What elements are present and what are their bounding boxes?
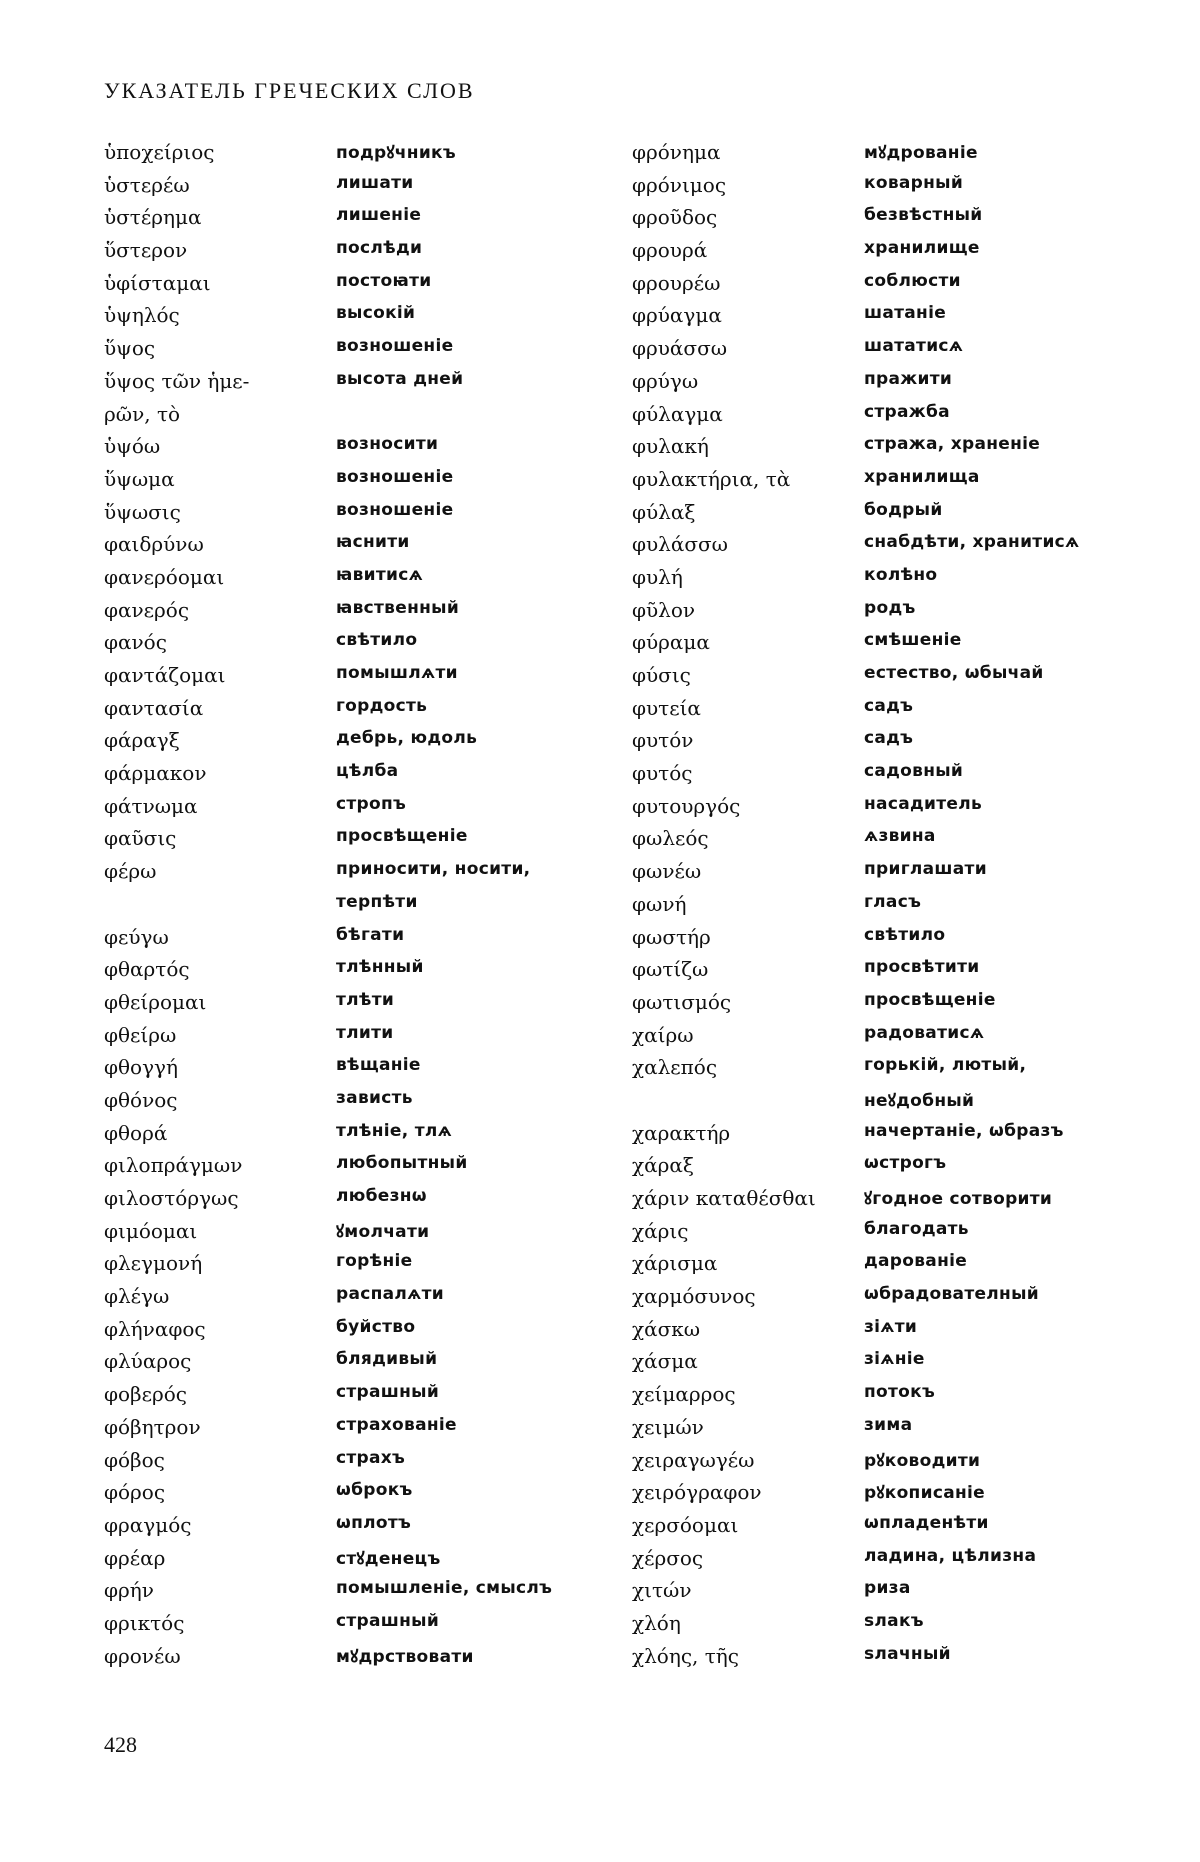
greek-word: ὕψωσις (104, 499, 181, 524)
slavonic-translation: зіѧніе (864, 1349, 925, 1370)
slavonic-translation: бодрый (864, 499, 943, 520)
slavonic-translation: гласъ (864, 891, 922, 912)
slavonic-translation: возношеніе (336, 466, 454, 487)
slavonic-translation: зависть (336, 1087, 413, 1108)
slavonic-translation: ѡстрогъ (864, 1153, 947, 1174)
greek-word: φρυάσσω (632, 336, 728, 361)
slavonic-translation: дебрь, юдоль (336, 728, 478, 749)
greek-word: φωνέω (632, 859, 702, 884)
glossary-entry (632, 826, 1080, 859)
glossary-entry (104, 957, 552, 990)
greek-word: φυτός (632, 761, 693, 786)
glossary-entry (104, 663, 552, 696)
glossary-entry (104, 1349, 552, 1382)
greek-word: φύσις (632, 663, 691, 687)
glossary-entry (632, 663, 1080, 696)
glossary-entry (104, 434, 552, 467)
slavonic-translation: вѣщаніе (336, 1055, 421, 1076)
greek-word: φαντασία (104, 695, 204, 720)
slavonic-translation: хранилища (864, 466, 980, 487)
greek-word: φθαρτός (104, 957, 190, 982)
glossary-entry (632, 892, 1080, 925)
slavonic-translation: стропъ (336, 793, 407, 814)
greek-word: χλόη (632, 1610, 681, 1635)
slavonic-translation: ꙗснити (336, 532, 410, 553)
page-number: 428 (104, 1732, 137, 1757)
glossary-entry (104, 1644, 552, 1677)
glossary-entry (104, 271, 552, 304)
slavonic-translation: блядивый (336, 1349, 438, 1370)
glossary-entry (104, 630, 552, 663)
greek-word: χέρσος (632, 1545, 704, 1570)
slavonic-translation: радоватисѧ (864, 1022, 985, 1043)
glossary-entry (632, 1644, 1080, 1677)
greek-word: χαρακτήρ (632, 1120, 731, 1145)
glossary-entry (104, 1611, 552, 1644)
slavonic-translation: тлѣнный (336, 957, 424, 978)
greek-word: φύλαξ (632, 499, 696, 524)
slavonic-translation: тлѣніе, тлѧ (336, 1120, 453, 1141)
glossary-entry (632, 1088, 1080, 1121)
slavonic-translation: ѕлакъ (864, 1610, 924, 1631)
greek-word: ὕψος (104, 336, 156, 361)
slavonic-translation: бѣгати (336, 924, 405, 945)
slavonic-translation: тлѣти (336, 989, 395, 1010)
glossary-entry (104, 369, 552, 402)
slavonic-translation: стражба (864, 401, 950, 422)
slavonic-translation: садовный (864, 761, 964, 782)
greek-word: φρουρά (632, 238, 708, 263)
slavonic-translation: помышленіе, смыслъ (336, 1578, 553, 1599)
greek-word: φάραγξ (104, 728, 180, 753)
greek-word: χάρις (632, 1218, 689, 1243)
slavonic-translation: просвѣтити (864, 957, 980, 978)
glossary-entry (632, 1023, 1080, 1056)
slavonic-translation: потокъ (864, 1382, 936, 1403)
greek-word: φθορά (104, 1120, 168, 1145)
greek-word: φιλοστόργως (104, 1186, 239, 1210)
glossary-entry (632, 271, 1080, 304)
glossary-entry (632, 1121, 1080, 1154)
glossary-entry (632, 859, 1080, 892)
slavonic-translation: садъ (864, 728, 914, 749)
greek-word: φωτισμός (632, 989, 732, 1014)
slavonic-translation: высота дней (336, 368, 464, 389)
slavonic-translation: безвѣстный (864, 205, 983, 226)
greek-word: φύραμα (632, 630, 710, 655)
greek-word: φθείρομαι (104, 989, 207, 1014)
slavonic-translation: горькій, лютый, (864, 1055, 1027, 1076)
greek-word: φρύγω (632, 368, 699, 393)
glossary-entry (632, 532, 1080, 565)
glossary-entry (104, 1186, 552, 1219)
slavonic-translation: лишеніе (336, 205, 422, 226)
greek-word: χαλεπός (632, 1055, 718, 1080)
greek-word: φθογγή (104, 1055, 178, 1080)
slavonic-translation: шататисѧ (864, 336, 964, 357)
glossary-entry (104, 1382, 552, 1415)
slavonic-translation: неꙋдобный (864, 1090, 975, 1111)
glossary-entry (632, 467, 1080, 500)
slavonic-translation: помышлѧти (336, 663, 458, 683)
greek-word: ὑφίσταμαι (104, 270, 211, 295)
glossary-entry (632, 336, 1080, 369)
glossary-entry (104, 990, 552, 1023)
slavonic-translation: мꙋдрствовати (336, 1646, 474, 1667)
greek-word: φῦλον (632, 597, 696, 622)
glossary-right-column (632, 140, 1080, 1676)
slavonic-translation: тлити (336, 1022, 394, 1043)
greek-word: φόβος (104, 1447, 165, 1472)
greek-word: φυλακτήρια, τὰ (632, 466, 791, 491)
slavonic-translation: естество, ѡбычай (864, 663, 1044, 683)
greek-word: φυτόν (632, 728, 694, 753)
greek-word: χλόης, τῆς (632, 1643, 739, 1668)
glossary-entry (104, 402, 552, 435)
greek-word: ὑψηλός (104, 303, 180, 328)
greek-word: φωστήρ (632, 924, 711, 949)
glossary-entry (104, 1055, 552, 1088)
slavonic-translation: коварный (864, 172, 964, 193)
slavonic-translation: ладина, цѣлизна (864, 1545, 1037, 1566)
slavonic-translation: рꙋководити (864, 1450, 981, 1471)
glossary-entry (632, 630, 1080, 663)
glossary-entry (632, 957, 1080, 990)
glossary-entry (632, 1284, 1080, 1317)
greek-word: φοβερός (104, 1382, 187, 1407)
greek-word: χείμαρρος (632, 1382, 736, 1407)
glossary-entry (632, 434, 1080, 467)
glossary-entry (632, 761, 1080, 794)
glossary-entry (104, 173, 552, 206)
slavonic-translation: ѕлачный (864, 1643, 951, 1664)
glossary-entry (632, 1219, 1080, 1252)
slavonic-translation: зима (864, 1414, 913, 1435)
glossary-entry (104, 336, 552, 369)
slavonic-translation: приносити, носити, (336, 859, 531, 880)
glossary-entry (632, 1546, 1080, 1579)
glossary-entry (632, 303, 1080, 336)
glossary-entry (104, 1121, 552, 1154)
slavonic-translation: шатаніе (864, 303, 947, 324)
greek-word: φόρος (104, 1480, 166, 1505)
glossary-entry (104, 238, 552, 271)
slavonic-translation: распалѧти (336, 1284, 444, 1305)
glossary-entry (104, 1513, 552, 1546)
slavonic-translation: риза (864, 1578, 911, 1599)
greek-word: φαιδρύνω (104, 532, 204, 557)
glossary-entry (632, 1055, 1080, 1088)
greek-word: φόβητρον (104, 1414, 201, 1439)
slavonic-translation: садъ (864, 695, 914, 716)
glossary-entry (632, 173, 1080, 206)
greek-word: φυτεία (632, 695, 701, 720)
glossary-entry (104, 794, 552, 827)
slavonic-translation: возносити (336, 434, 439, 455)
greek-word: φροῦδος (632, 205, 718, 230)
slavonic-translation: гордость (336, 695, 428, 716)
glossary-entry (104, 1251, 552, 1284)
slavonic-translation: пражити (864, 368, 953, 389)
greek-word: χαίρω (632, 1022, 694, 1047)
glossary-entry (104, 1546, 552, 1579)
slavonic-translation: постоꙗти (336, 270, 432, 291)
glossary-entry (104, 140, 552, 173)
greek-word: ὕψος τῶν ἡμε- (104, 368, 250, 393)
greek-word: χειρόγραφον (632, 1480, 762, 1505)
greek-word: φρέαρ (104, 1545, 166, 1570)
greek-word: φυλάσσω (632, 532, 728, 557)
slavonic-translation: горѣніе (336, 1251, 413, 1272)
glossary-entry (104, 1578, 552, 1611)
slavonic-translation: хранилище (864, 238, 980, 259)
slavonic-translation: свѣтило (864, 924, 946, 945)
greek-word: φρήν (104, 1578, 154, 1603)
glossary-left-column (104, 140, 552, 1676)
glossary-entry (632, 238, 1080, 271)
greek-word: φάρμακον (104, 761, 207, 786)
glossary-entry (104, 1448, 552, 1481)
slavonic-translation: ꙗвственный (336, 597, 460, 618)
slavonic-translation: высокій (336, 303, 416, 324)
greek-word: χάριν καταθέσθαι (632, 1186, 816, 1210)
greek-word: φεύγω (104, 924, 169, 949)
greek-word: φλεγμονή (104, 1251, 203, 1276)
glossary-entry (104, 1317, 552, 1350)
slavonic-translation: возношеніе (336, 499, 454, 520)
greek-word: φωνή (632, 891, 687, 916)
glossary-entry (104, 205, 552, 238)
slavonic-translation: рꙋкописаніе (864, 1483, 985, 1504)
slavonic-translation: мꙋдрованіе (864, 143, 978, 163)
glossary-entry (104, 532, 552, 565)
glossary-entry (632, 1480, 1080, 1513)
glossary-entry (632, 1317, 1080, 1350)
glossary-entry (104, 1088, 552, 1121)
glossary-entry (632, 205, 1080, 238)
slavonic-translation: послѣди (336, 238, 423, 259)
slavonic-translation: ѡплотъ (336, 1512, 412, 1533)
greek-word: φέρω (104, 859, 157, 884)
slavonic-translation: ꙗвитисѧ (336, 564, 424, 585)
slavonic-translation: цѣлба (336, 761, 399, 782)
greek-word: ὑψόω (104, 434, 161, 459)
slavonic-translation: зіѧти (864, 1316, 918, 1337)
slavonic-translation: любезнѡ (336, 1186, 427, 1206)
glossary-entry (104, 1219, 552, 1252)
greek-word: φθείρω (104, 1022, 177, 1047)
glossary-entry (632, 1415, 1080, 1448)
glossary-entry (632, 369, 1080, 402)
slavonic-translation: ѡброкъ (336, 1480, 413, 1501)
slavonic-translation: родъ (864, 597, 916, 618)
glossary-entry (632, 1153, 1080, 1186)
greek-word: φυλή (632, 564, 683, 589)
greek-word: ὑποχείριος (104, 140, 215, 164)
glossary-entry (104, 1415, 552, 1448)
glossary-entry (104, 1023, 552, 1056)
glossary-entry (104, 467, 552, 500)
glossary-entry (632, 1611, 1080, 1644)
slavonic-translation: лишати (336, 172, 414, 193)
glossary-entry (632, 1382, 1080, 1415)
greek-word: φρύαγμα (632, 303, 722, 328)
greek-word: χάσμα (632, 1349, 698, 1374)
greek-word: ὕστερον (104, 238, 188, 263)
glossary-entry (104, 1153, 552, 1186)
slavonic-translation: начертаніе, ѡбразъ (864, 1120, 1064, 1141)
greek-word: φλύαρος (104, 1349, 192, 1374)
glossary-entry (104, 565, 552, 598)
greek-word: φιλοπράγμων (104, 1153, 243, 1178)
slavonic-translation: подрꙋчникъ (336, 143, 456, 163)
glossary-entry (632, 1186, 1080, 1219)
glossary-entry (632, 598, 1080, 631)
glossary-entry (632, 1448, 1080, 1481)
slavonic-translation: смѣшеніе (864, 630, 962, 651)
page-title: УКАЗАТЕЛЬ ГРЕЧЕСКИХ СЛОВ (104, 78, 475, 103)
glossary-entry (104, 728, 552, 761)
greek-word: φυλακή (632, 434, 709, 459)
glossary-entry (632, 925, 1080, 958)
slavonic-translation: ꙋмолчати (336, 1221, 430, 1242)
slavonic-translation: благодать (864, 1218, 969, 1239)
slavonic-translation: страхованіе (336, 1414, 457, 1435)
slavonic-translation: дарованіе (864, 1251, 968, 1272)
glossary-entry (104, 696, 552, 729)
greek-word: φλήναφος (104, 1316, 206, 1341)
glossary-entry (632, 1349, 1080, 1382)
glossary-entry (104, 1480, 552, 1513)
glossary-entry (632, 794, 1080, 827)
glossary-entry (104, 761, 552, 794)
slavonic-translation: страшный (336, 1610, 440, 1631)
greek-word: φάτνωμα (104, 793, 198, 818)
slavonic-translation: соблюсти (864, 270, 961, 291)
greek-word: ὑστέρημα (104, 205, 202, 230)
slavonic-translation: насадитель (864, 793, 982, 814)
greek-word: φραγμός (104, 1512, 192, 1537)
slavonic-translation: стража, храненіе (864, 434, 1041, 455)
slavonic-translation: терпѣти (336, 891, 418, 912)
glossary-entry (632, 1251, 1080, 1284)
greek-word: φαντάζομαι (104, 663, 226, 687)
glossary-entry (632, 1513, 1080, 1546)
slavonic-translation: любопытный (336, 1153, 468, 1174)
greek-word: φαῦσις (104, 826, 177, 851)
greek-word: χερσόομαι (632, 1512, 739, 1537)
slavonic-translation: буйство (336, 1316, 416, 1337)
greek-word: ὑστερέω (104, 172, 190, 197)
glossary-entry (104, 826, 552, 859)
slavonic-translation: ꙋгодное сотворити (864, 1189, 1053, 1209)
glossary-entry (632, 990, 1080, 1023)
slavonic-translation: стꙋденецъ (336, 1548, 441, 1569)
slavonic-translation: страхъ (336, 1447, 406, 1468)
slavonic-translation: просвѣщеніе (336, 826, 468, 847)
greek-word: φιμόομαι (104, 1218, 198, 1243)
greek-word: φυτουργός (632, 793, 741, 818)
slavonic-translation: страшный (336, 1382, 440, 1403)
glossary-entry (104, 598, 552, 631)
glossary-entry (104, 500, 552, 533)
slavonic-translation: возношеніе (336, 336, 454, 357)
greek-word: φρονέω (104, 1643, 181, 1668)
greek-word: φωλεός (632, 826, 709, 851)
greek-word: φανερός (104, 597, 190, 622)
glossary-entry (632, 1578, 1080, 1611)
glossary-entry (632, 402, 1080, 435)
slavonic-translation: ѡпладенѣти (864, 1512, 989, 1533)
greek-word: ρῶν, τὸ (104, 401, 181, 426)
greek-word: χάσκω (632, 1316, 701, 1341)
glossary-entry (632, 140, 1080, 173)
slavonic-translation: колѣно (864, 564, 938, 585)
greek-word: φανός (104, 630, 167, 655)
glossary-entry (104, 859, 552, 892)
slavonic-translation: приглашати (864, 859, 987, 880)
slavonic-translation: ѧзвина (864, 826, 936, 847)
greek-word: φρόνιμος (632, 172, 727, 197)
slavonic-translation: свѣтило (336, 630, 418, 651)
greek-word: χάρισμα (632, 1251, 718, 1276)
greek-word: φρουρέω (632, 270, 721, 295)
greek-word: χιτών (632, 1578, 692, 1603)
glossary-entry (632, 728, 1080, 761)
glossary-entry (632, 565, 1080, 598)
greek-word: χειμών (632, 1414, 704, 1439)
greek-word: χάραξ (632, 1153, 694, 1178)
greek-word: χειραγωγέω (632, 1447, 755, 1472)
slavonic-translation: просвѣщеніе (864, 989, 996, 1010)
greek-word: ὕψωμα (104, 466, 175, 491)
slavonic-translation: снабдѣти, хранитисѧ (864, 532, 1080, 553)
greek-word: φωτίζω (632, 957, 709, 982)
greek-word: φλέγω (104, 1284, 170, 1309)
glossary-entry (104, 892, 552, 925)
greek-word: φύλαγμα (632, 401, 723, 426)
glossary-entry (632, 696, 1080, 729)
greek-word: φανερόομαι (104, 564, 225, 589)
glossary-entry (632, 500, 1080, 533)
glossary-entry (104, 925, 552, 958)
slavonic-translation: ѡбрадователный (864, 1284, 1039, 1305)
glossary-entry (104, 303, 552, 336)
greek-word: φθόνος (104, 1087, 178, 1112)
greek-word: χαρμόσυνος (632, 1284, 756, 1309)
glossary-entry (104, 1284, 552, 1317)
greek-word: φρικτός (104, 1610, 185, 1635)
greek-word: φρόνημα (632, 140, 721, 164)
